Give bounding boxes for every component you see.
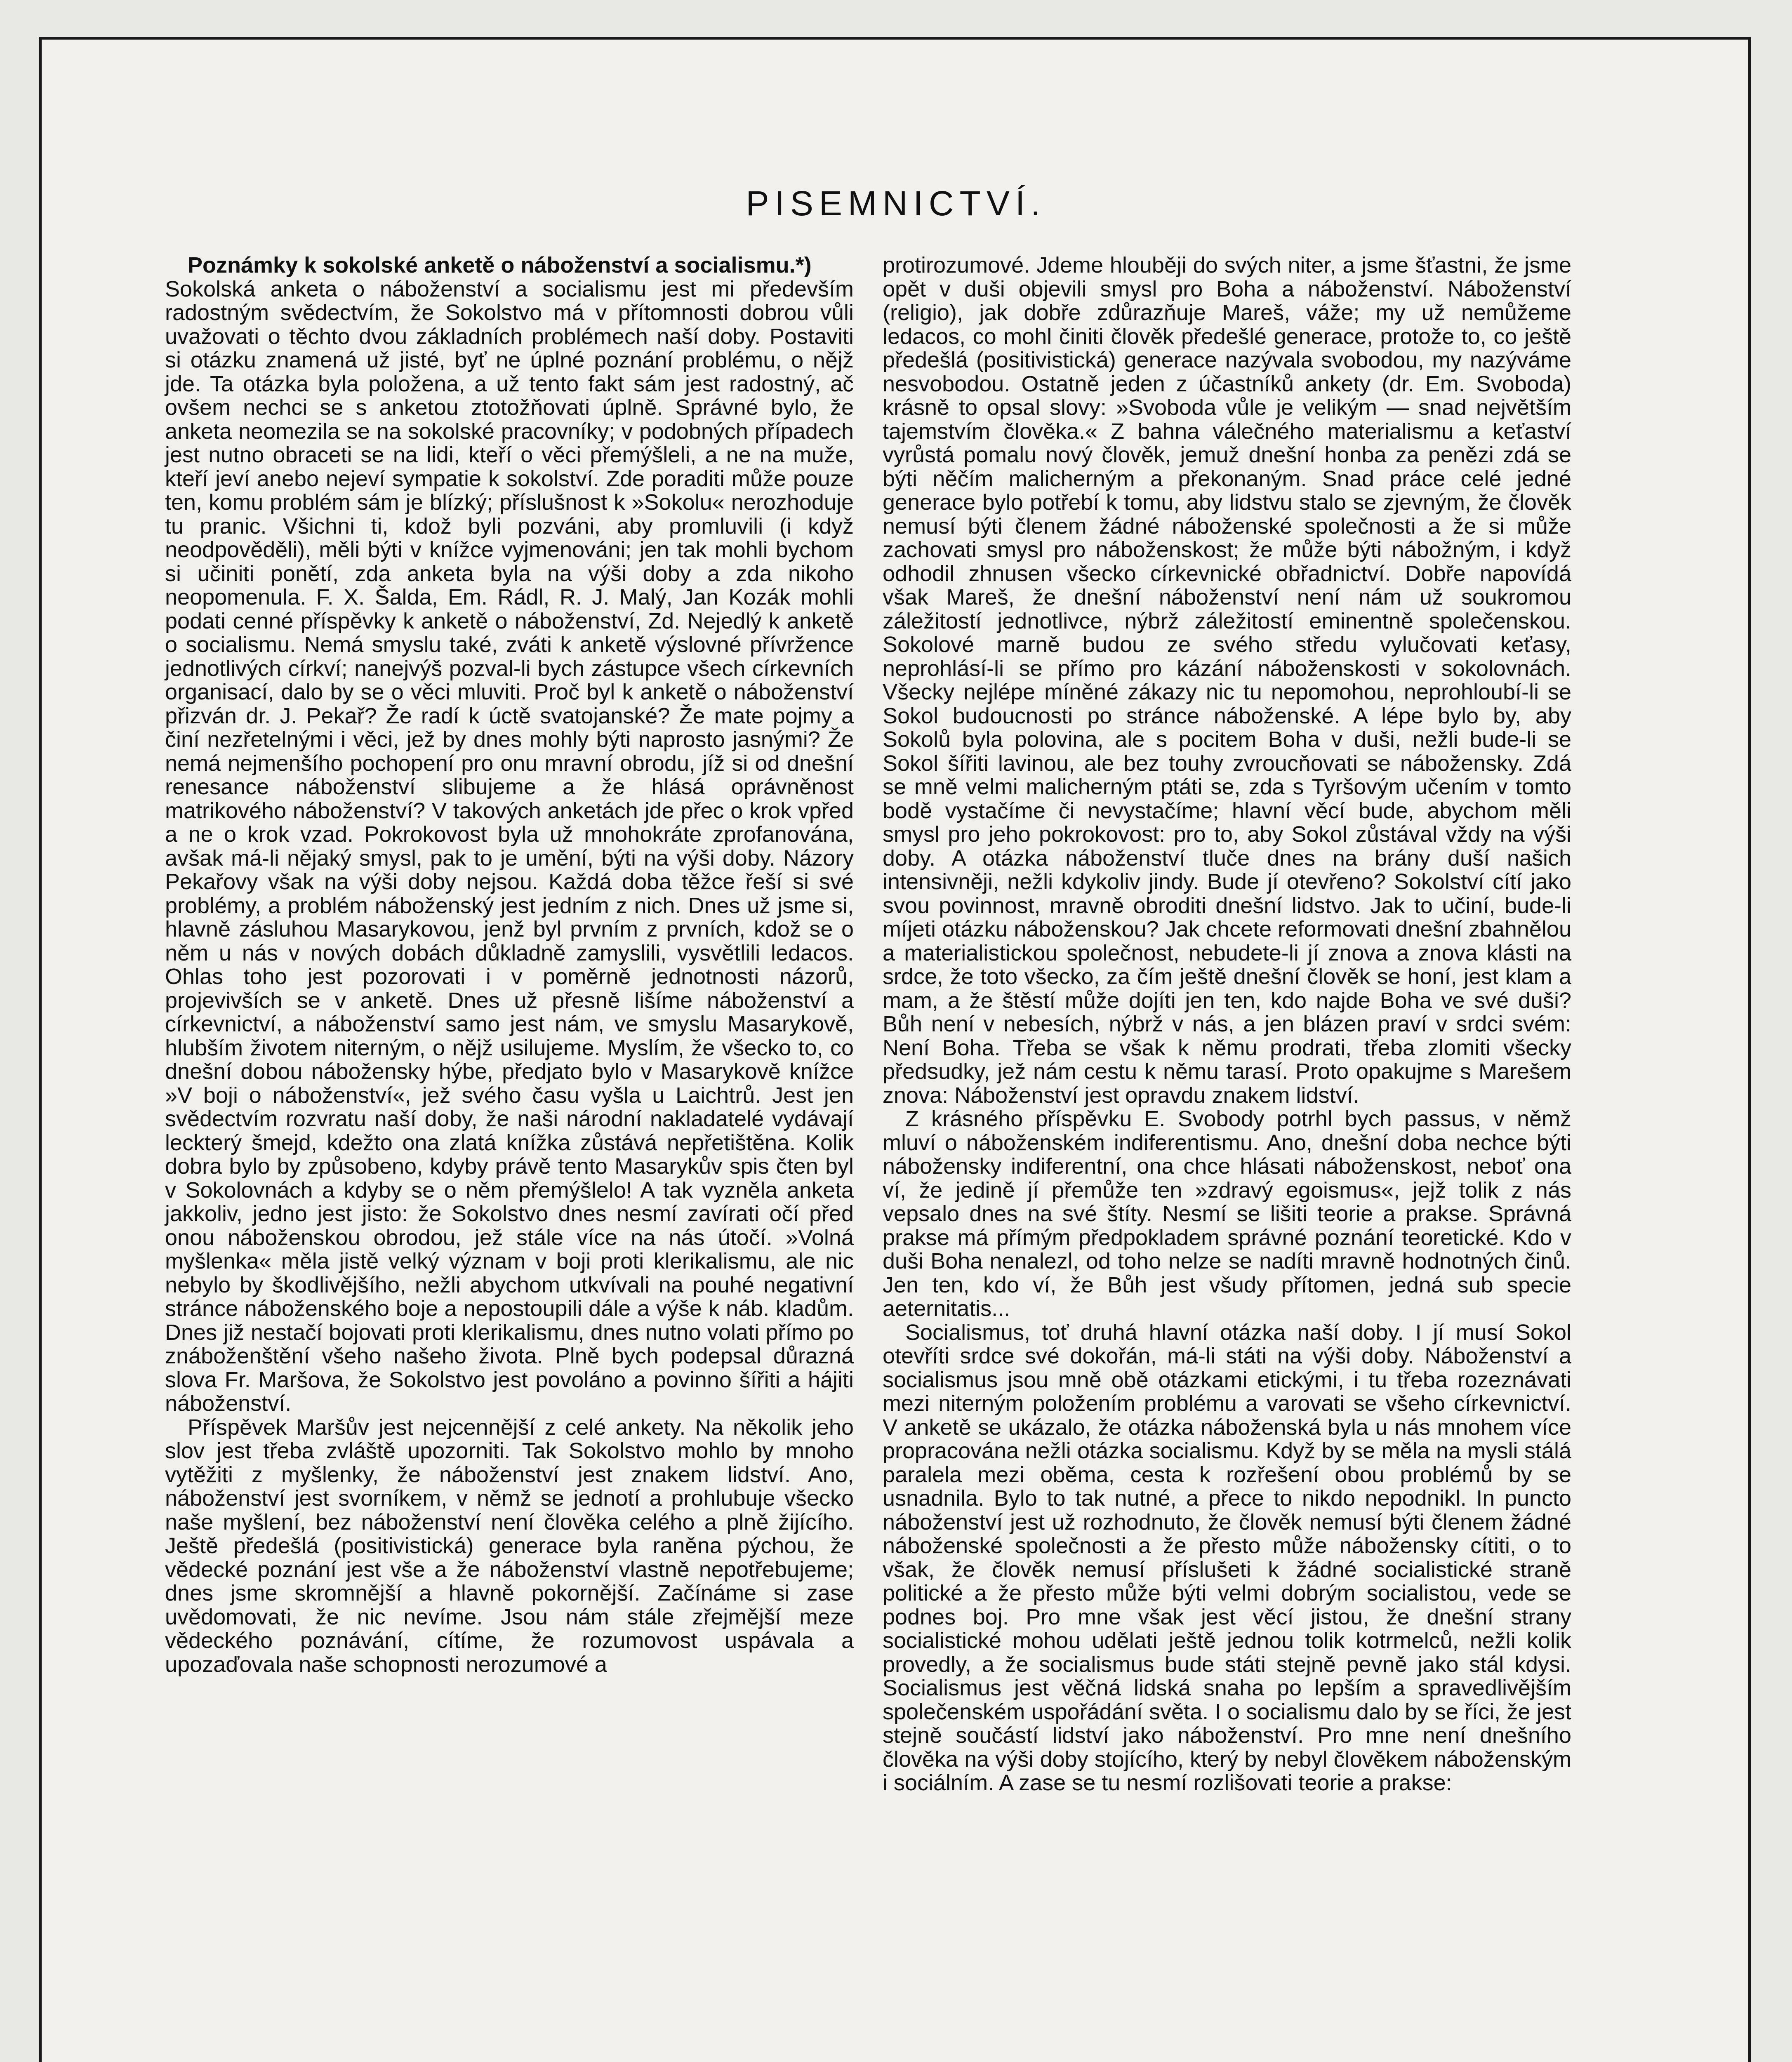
left-paragraph-2: Příspěvek Maršův jest nejcennější z celé ankety. Na několik jeho slov jest třeba zvláště upozorniti. Tak Sokolstvo mohlo by mnoho vytěžiti z myšlenky, že náboženství jest znakem lidství. Ano, náboženství jest svorníkem, v němž se jednotí a prohlubuje všecko naše myšlení, bez náboženství není člověka celého a plně žijícího. Ještě předešlá (positivistická) generace byla raněna pýchou, že vědecké poznání jest vše a že náboženství vlastně nepotřebujeme; dnes jsme skromnější a hlavně pokornější. Začínáme si zase uvědomovati, že nic nevíme. Jsou nám stále zřejmější meze vědeckého poznávání, cítíme, že rozumovost uspávala a upozaďovala naše schopnosti nerozumové a (165, 1415, 854, 1677)
left-column (165, 254, 854, 1676)
right-paragraph-2: Z krásného příspěvku E. Svobody potrhl bych passus, v němž mluví o náboženském indiferentismu. Ano, dnešní doba nechce býti nábožensky indiferentní, ona chce hlásati náboženskost, neboť ona ví, že jedině jí přemůže ten »zdravý egoismus«, jejž tolik z nás vepsalo dnes na své štíty. Nesmí se lišiti teorie a prakse. Správná prakse má přímým předpokladem správné poznání teoretické. Kdo v duši Boha nenalezl, od toho nelze se nadíti mravně hodnotných činů. Jen ten, kdo ví, že Bůh jest všudy přítomen, jedná sub specie aeternitatis... (883, 1106, 1571, 1321)
page-title: PISEMNICTVÍ. (746, 184, 1046, 223)
left-paragraph-1: Sokolská anketa o náboženství a socialismu jest mi především radostným svědectvím, že Sokolstvo má v přítomnosti dobrou vůli uvažovati o těchto dvou základních problémech naší doby. Postaviti si otázku znamená už jisté, byť ne úplné poznání problému, o nějž jde. Ta otázka byla položena, a už tento fakt sám jest radostný, ač ovšem nechci se s anketou ztotožňovati úplně. Správné bylo, že anketa neomezila se na sokolské pracovníky; v podobných případech jest nutno obraceti se na lidi, kteří o věci přemýšleli, a ne na muže, kteří jeví anebo nejeví sympatie k sokolství. Zde poraditi může pouze ten, komu problém sám je blízký; příslušnost k »Sokolu« nerozhoduje tu pranic. Všichni ti, kdož byli pozváni, aby promluvili (i když neodpověděli), měli býti v knížce vyjmenováni; jen tak mohli bychom si učiniti ponětí, zda anketa byla na výši doby a zda nikoho neopomenula. F. X. Šalda, Em. Rádl, R. J. Malý, Jan Kozák mohli podati cenné příspěvky k anketě o náboženství, Zd. Nejedlý k anketě o socialismu. Nemá smyslu také, zváti k anketě výslovné přívržence jednotlivých církví; nanejvýš pozval-li bych zástupce všech církevních organisací, dalo by se o věci mluviti. Proč byl k anketě o náboženství přizván dr. J. Pekař? Že radí k úctě svatojanské? Že mate pojmy a činí nezřetelnými i věci, jež by dnes mohly býti naprosto jasnými? Že nemá nejmenšího pochopení pro onu mravní obrodu, jíž si od dnešní renesance náboženství slibujeme a že hlásá oprávněnost matrikového náboženství? V takových anketách jde přec o krok vpřed a ne o krok vzad. Pokrokovost byla už mnohokráte zprofanována, avšak má-li nějaký smysl, pak to je umění, býti na výši doby. Názory Pekařovy však na výši doby nejsou. Každá doba těžce řeší si své problémy, a problém náboženský jest jedním z nich. Dnes už jsme si, hlavně zásluhou Masarykovou, jenž byl prvním z prvních, kdož se o něm u nás v nových dobách důkladně zamyslili, vysvětlili ledacos. Ohlas toho jest pozorovati i v poměrně jednotnosti názorů, projevivších se v anketě. Dnes už přesně lišíme náboženství a církevnictví, a náboženství samo jest nám, ve smyslu Masarykově, hlubším životem niterným, o nějž usilujeme. Myslím, že všecko to, co dnešní dobou nábožensky hýbe, předjato bylo v Masarykově knížce »V boji o náboženství«, jež svého času vyšla u Laichtrů. Jest jen svědectvím rozvratu naší doby, že naši národní nakladatelé vydávají leckterý šmejd, kdežto ona zlatá knížka zůstává nepřetištěna. Kolik dobra bylo by způsobeno, kdyby právě tento Masarykův spis čten byl v Sokolovnách a kdyby se o něm přemýšlelo! A tak vyzněla anketa jakkoliv, jedno jest jisto: že Sokolstvo dnes nesmí zavírati očí před onou náboženskou obrodou, jež stále více na nás útočí. »Volná myšlenka« měla jistě velký význam v boji proti klerikalismu, ale nic nebylo by škodlivějšího, nežli abychom utkvívali na pouhé negativní stránce náboženského boje a nepostoupili dále a výše k náb. kladům. Dnes již nestačí bojovati proti klerikalismu, dnes nutno volati přímo po znáboženštění všeho našeho života. Plně bych podepsal důrazná slova Fr. Maršova, že Sokolstvo jest povoláno a povinno šířiti a hájiti náboženství. (165, 276, 854, 1416)
right-paragraph-1: protirozumové. Jdeme hlouběji do svých niter, a jsme šťastni, že jsme opět v duši objevili smysl pro Boha a náboženství. Náboženství (religio), jak dobře zdůrazňuje Mareš, váže; my už nemůžeme ledacos, co mohl činiti člověk předešlé generace, protože to, co ještě předešlá (positivistická) generace nazývala svobodou, my nazýváme nesvobodou. Ostatně jeden z účastníků ankety (dr. Em. Svoboda) krásně to opsal slovy: »Svoboda vůle je velikým — snad největším tajemstvím člověka.« Z bahna válečného materialismu a keťaství vyrůstá pomalu nový člověk, jemuž dnešní honba za penězi zdá se býti něčím malicherným a překonaným. Snad práce celé jedné generace bylo potřebí k tomu, aby lidstvu stalo se zjevným, že člověk nemusí býti členem žádné náboženské společnosti a že si může zachovati smysl pro náboženskost; že může býti nábožným, i když odhodil zhnusen všecko církevnické obřadnictví. Dobře napovídá však Mareš, že dnešní náboženství není nám už soukromou záležitostí jednotlivce, nýbrž záležitostí eminentně společenskou. Sokolové marně budou ze svého středu vylučovati keťasy, neprohlásí-li se přímo pro kázání náboženskosti v sokolovnách. Všecky nejlépe míněné zákazy nic tu nepomohou, neprohloubí-li se Sokol budoucnosti po stránce náboženské. A lépe bylo by, aby Sokolů byla polovina, ale s pocitem Boha v duši, nežli bude-li se Sokol šířiti lavinou, ale bez touhy zvroucňovati se nábožensky. Zdá se mně velmi malicherným ptáti se, zda s Tyršovým učením v tomto bodě vystačíme či nevystačíme; hlavní věcí bude, abychom měli smysl pro jeho pokrokovost: pro to, aby Sokol zůstával vždy na výši doby. A otázka náboženství tluče dnes na brány duší našich intensivněji, nežli kdykoliv jindy. Bude jí otevřeno? Sokolství cítí jako svou povinnost, mravně obroditi dnešní lidstvo. Jak to učiní, bude-li míjeti otázku náboženskou? Jak chcete reformovati dnešní zbahnělou a materialistickou společnost, nebudete-li jí znova a znova klásti na srdce, že toto všecko, za čím ještě dnešní člověk se honí, jest klam a mam, a že štěstí může dojíti jen ten, kdo najde Boha ve své duši? Bůh není v nebesích, nýbrž v nás, a jen blázen praví v srdci svém: Není Boha. Třeba se však k němu prodrati, třeba zlomiti všecky předsudky, jež nám cestu k němu tarasí. Proto opakujme s Marešem znova: Náboženství jest opravdu znakem lidství. (883, 253, 1571, 1108)
article-heading (165, 254, 854, 278)
right-column (883, 254, 1571, 1795)
article-heading-text: Poznámky k sokolské anketě o náboženství a socialismu.*) (188, 253, 812, 278)
right-paragraph-3: Socialismus, toť druhá hlavní otázka naší doby. I jí musí Sokol otevříti srdce své dokořán, má-li státi na výši doby. Náboženství a socialismus jsou mně obě otázkami etickými, i tu třeba rozeznávati mezi niterným položením problému a varovati se všeho církevnictví. V anketě se ukázalo, že otázka náboženská byla u nás mnohem více propracována nežli otázka socialismu. Když by se měla na mysli stálá paralela mezi oběma, cesta k rozřešení obou problémů by se usnadnila. Bylo to tak nutné, a přece to nikdo nepodnikl. In puncto náboženství jest už rozhodnuto, že člověk nemusí býti členem žádné náboženské společnosti a že přesto může nábožensky cítiti, o to však, že člověk nemusí příslušeti k žádné socialistické straně politické a že přesto může býti velmi dobrým socialistou, vede se podnes boj. Pro mne však jest věcí jistou, že dnešní strany socialistické mohou udělati ještě jednou tolik kotrmelců, nežli kolik provedly, a že socialismus bude státi stejně pevně jako stál kdysi. Socialismus jest věčná lidská snaha po lepším a spravedlivějším společenském uspořádání světa. I o socialismu dalo by se říci, že jest stejně součástí lidství jako náboženství. Pro mne není dnešního člověka na výši doby stojícího, který by nebyl člověkem náboženským i sociálním. A zase se tu nesmí rozlišovati teorie a prakse: (883, 1320, 1571, 1795)
